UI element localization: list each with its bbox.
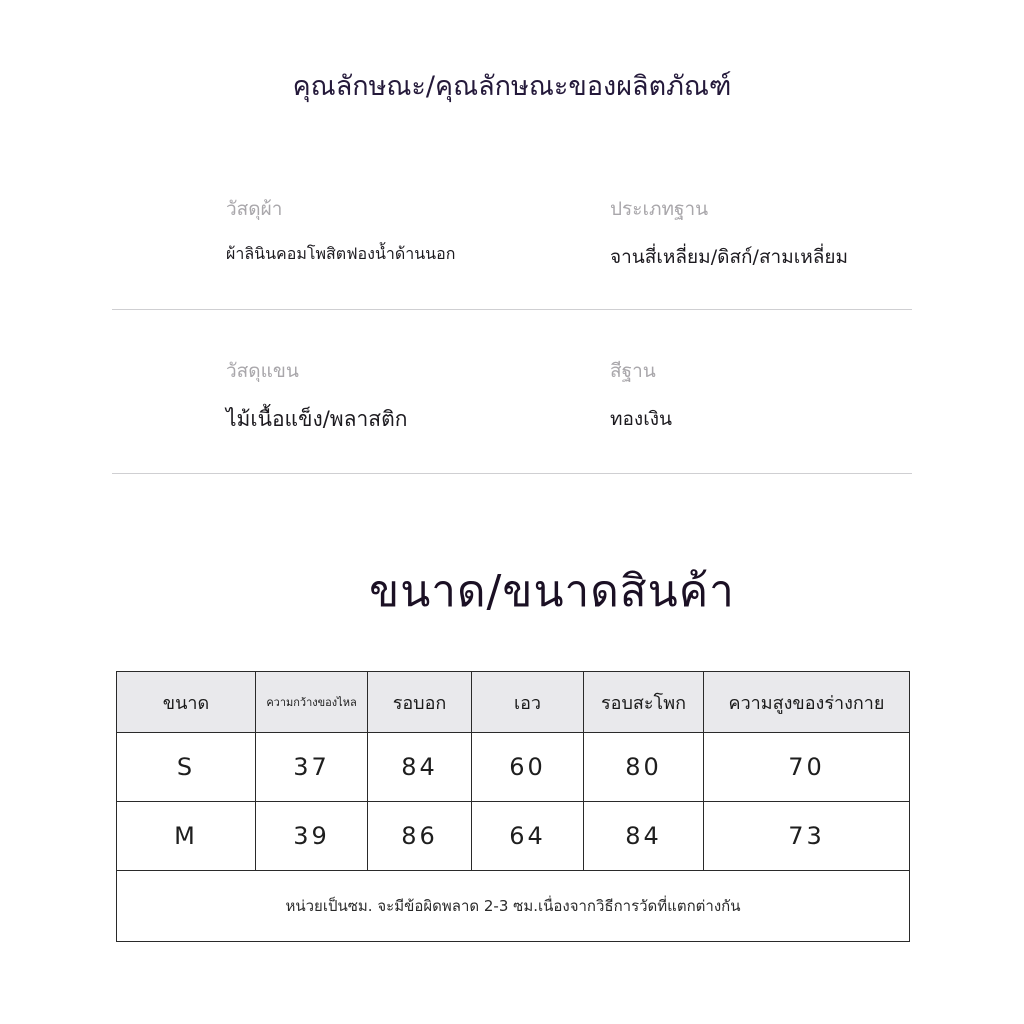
table-row [117,733,910,802]
base-type-value: จานสี่เหลี่ยม/ดิสก์/สามเหลี่ยม [610,246,849,268]
divider [112,309,912,310]
arm-material-label: วัสดุแขน [226,360,299,382]
table-cell: 84 [368,733,472,802]
table-cell: 73 [704,802,910,871]
header-hip: รอบสะโพก [584,672,704,733]
table-cell: 80 [584,733,704,802]
base-color-value: ทองเงิน [610,408,672,430]
fabric-material-label: วัสดุผ้า [226,198,283,220]
table-row [117,802,910,871]
fabric-material-value: ผ้าลินินคอมโพสิตฟองน้ำด้านนอก [226,244,456,263]
base-color-label: สีฐาน [610,360,656,382]
table-cell: 84 [584,802,704,871]
size-section-title: ขนาด/ขนาดสินค้า [369,566,735,617]
table-cell: S [117,733,256,802]
header-body-height: ความสูงของร่างกาย [704,672,910,733]
table-cell: 60 [472,733,584,802]
page-title: คุณลักษณะ/คุณลักษณะของผลิตภัณฑ์ [292,71,732,102]
table-header-row [117,672,910,733]
table-cell: 70 [704,733,910,802]
header-shoulder-width: ความกว้างของไหล [256,672,368,733]
table-cell: 64 [472,802,584,871]
arm-material-value: ไม้เนื้อแข็ง/พลาสติก [226,407,408,431]
table-cell: 37 [256,733,368,802]
base-type-label: ประเภทฐาน [610,198,709,220]
size-table [116,671,910,942]
header-size: ขนาด [117,672,256,733]
table-cell: 86 [368,802,472,871]
divider [112,473,912,474]
header-waist: เอว [472,672,584,733]
header-chest: รอบอก [368,672,472,733]
table-cell: 39 [256,802,368,871]
measurement-note: หน่วยเป็นซม. จะมีข้อผิดพลาด 2-3 ซม.เนื่องจากวิธีการวัดที่แตกต่างกัน [117,871,910,942]
table-cell: M [117,802,256,871]
table-note-row [117,871,910,942]
